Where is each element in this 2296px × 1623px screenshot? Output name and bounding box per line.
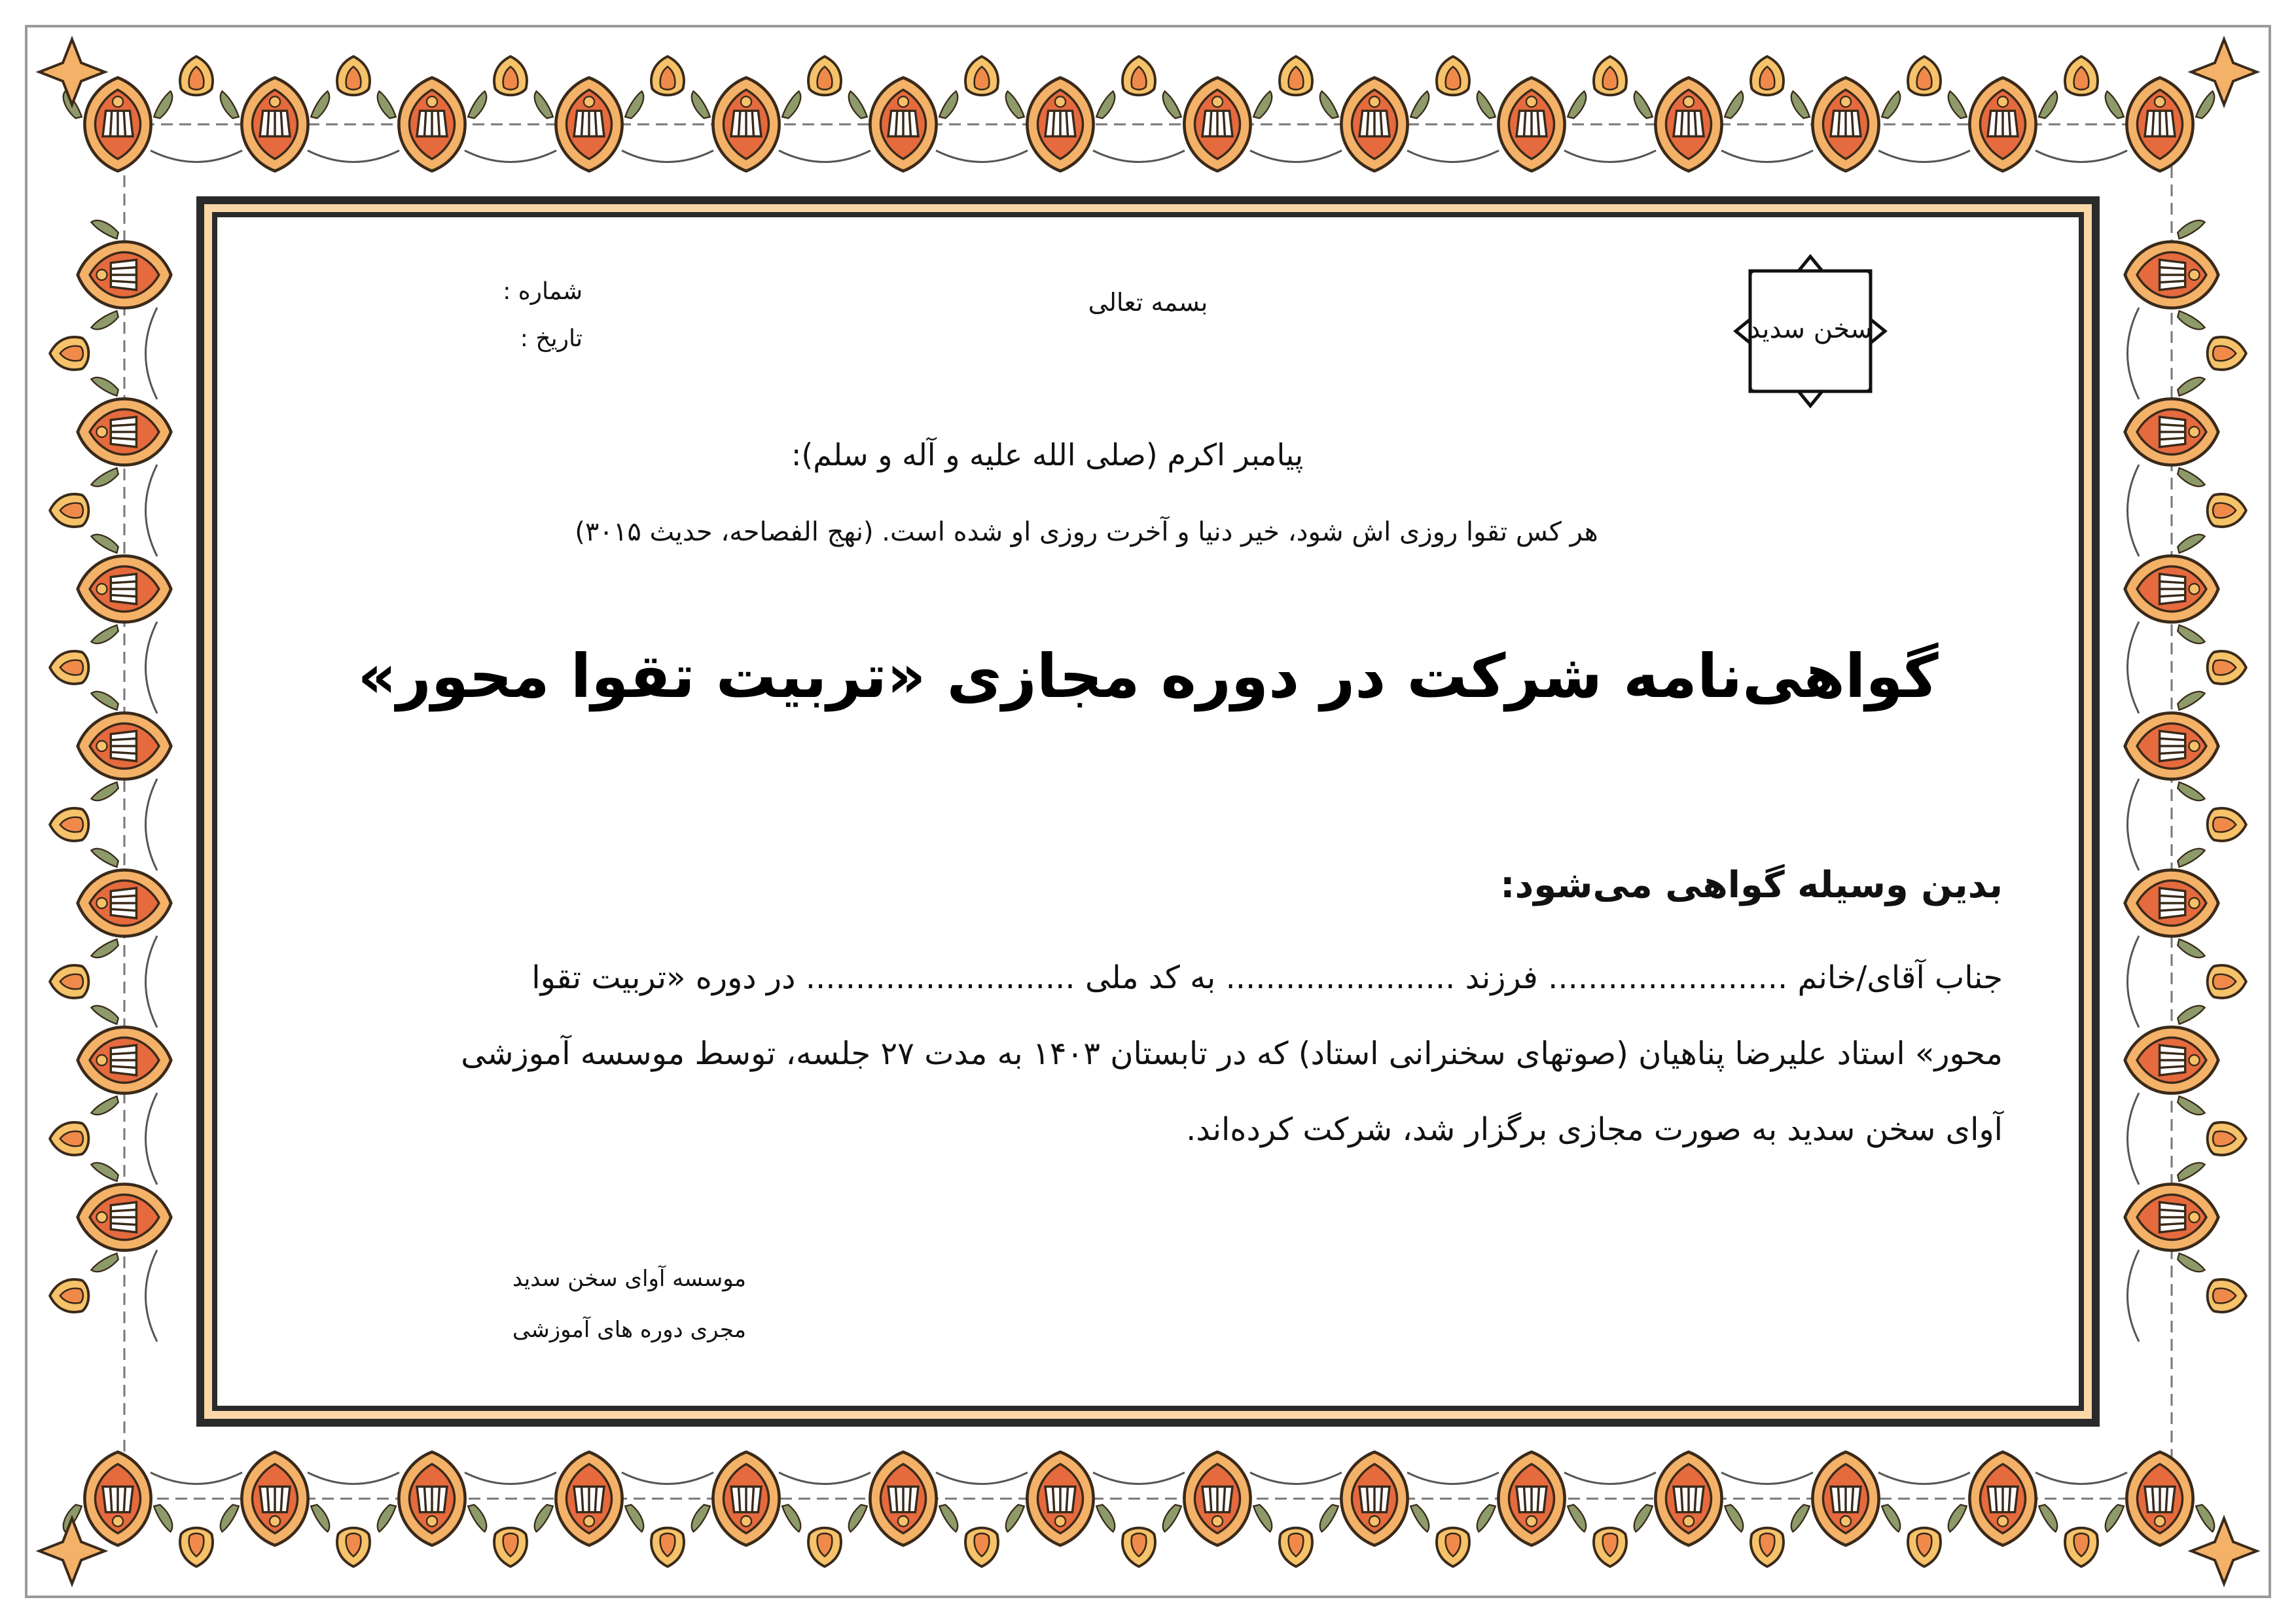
body-line-1: جناب آقای/خانم ........................ فرزند ....................... به کد ملی ........................... در دوره «تربیت تقوا — [531, 959, 2003, 996]
institute-logo — [1733, 254, 1888, 408]
body-line-3: آوای سخن سدید به صورت مجازی برگزار شد، شرکت کرده‌اند. — [1186, 1111, 2003, 1148]
hereby-statement: بدین وسیله گواهی می‌شود: — [1500, 864, 2003, 906]
date-label: تاریخ : — [520, 325, 583, 352]
signature-block — [393, 1253, 746, 1355]
signature-org: موسسه آوای سخن سدید — [512, 1266, 746, 1292]
bismillah-heading: بسمه تعالی — [1088, 288, 1208, 317]
number-label: شماره : — [503, 278, 583, 305]
certificate-title: گواهی‌نامه شرکت در دوره مجازی «تربیت تقوا محور» — [357, 641, 1939, 711]
signature-role: مجری دوره های آموزشی — [512, 1317, 746, 1343]
certificate-body — [275, 940, 2003, 1168]
body-line-2: محور» استاد علیرضا پناهیان (صوتهای سخنرانی استاد) که در تابستان ۱۴۰۳ به مدت ۲۷ جلسه، توسط موسسه آموزشی — [461, 1035, 2003, 1072]
certificate-meta — [458, 268, 583, 363]
logo-text: سخن سدید — [1748, 314, 1873, 344]
hadith-quote: هر کس تقوا روزی اش شود، خیر دنیا و آخرت روزی او شده است. (نهج الفصاحه، حدیث ۳۰۱۵) — [575, 517, 1598, 547]
prophet-attribution: پیامبر اکرم (صلی الله علیه و آله و سلم): — [791, 437, 1304, 473]
